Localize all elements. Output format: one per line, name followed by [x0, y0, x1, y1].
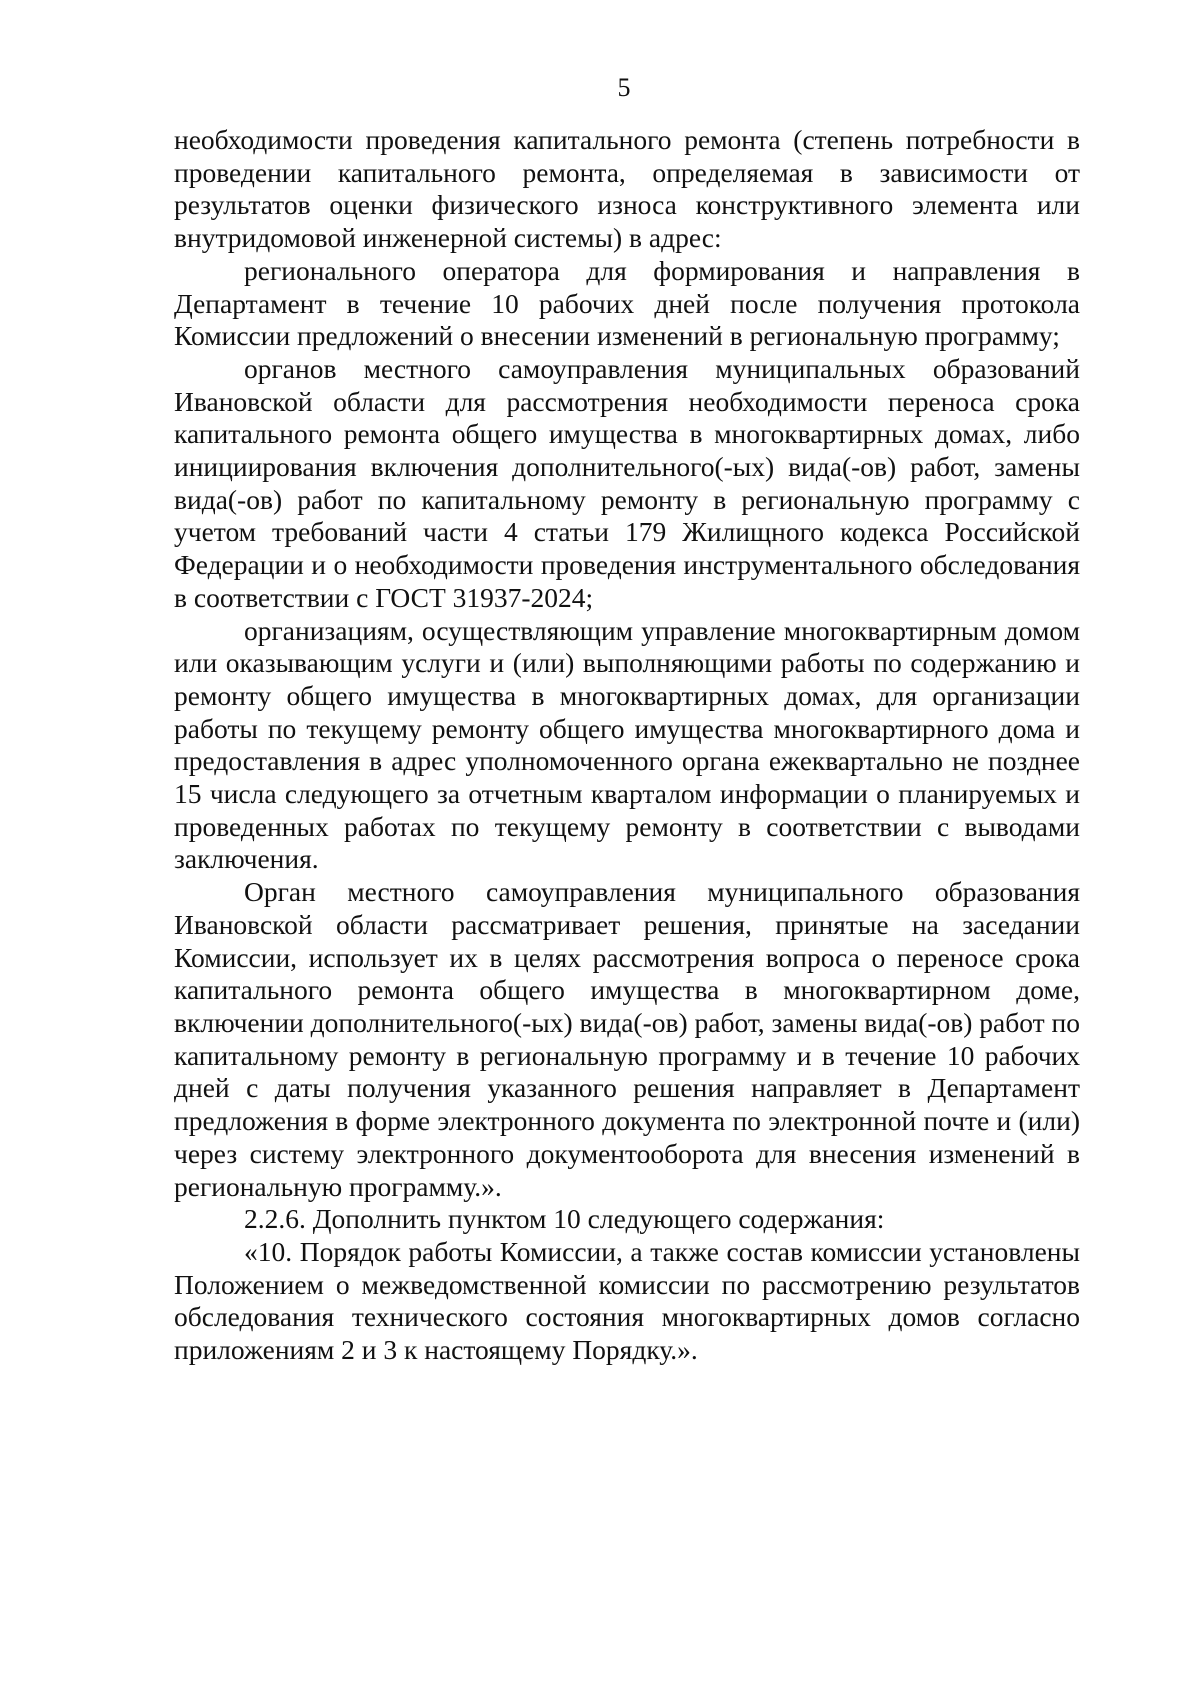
- paragraph-continuation: необходимости проведения капитального ремонта (степень потребности в проведении капитального ремонта, определяемая в зависимости от результатов оценки физического износа конструктивного элемента или внутридомовой инженерной системы) в адрес:: [174, 124, 1080, 254]
- paragraph-management-organizations: организациям, осуществляющим управление многоквартирным домом или оказывающим услуги и (или) выполняющими работы по содержанию и ремонту общего имущества в многоквартирных домах, для организации работы по текущему ремонту общего имущества многоквартирного дома и предоставления в адрес уполномоченного органа ежеквартально не позднее 15 числа следующего за отчетным кварталом информации о планируемых и проведенных работах по текущему ремонту в соответствии с выводами заключения.: [174, 614, 1080, 875]
- paragraph-amendment-2-2-6: 2.2.6. Дополнить пунктом 10 следующего содержания:: [244, 1203, 885, 1235]
- paragraph-local-government-review: Орган местного самоуправления муниципального образования Ивановской области рассматривает решения, принятые на заседании Комиссии, использует их в целях рассмотрения вопроса о переносе срока капитального ремонта общего имущества в многоквартирном доме, включении дополнительного(-ых) вида(-ов) работ, замены вида(-ов) работ по капитальному ремонту в региональную программу и в течение 10 рабочих дней с даты получения указанного решения направляет в Департамент предложения в форме электронного документа по электронной почте и (или) через систему электронного документооборота для внесения изменений в региональную программу.».: [174, 876, 1080, 1202]
- page-number: 5: [617, 73, 631, 102]
- paragraph-local-government-bodies: органов местного самоуправления муниципальных образований Ивановской области для рассмотрения необходимости переноса срока капитального ремонта общего имущества в многоквартирных домах, либо инициирования включения дополнительного(-ых) вида(-ов) работ, замены вида(-ов) работ по капитальному ремонту в региональную программу с учетом требований части 4 статьи 179 Жилищного кодекса Российской Федерации и о необходимости проведения инструментального обследования в соответствии с ГОСТ 31937-2024;: [174, 352, 1080, 613]
- paragraph-regional-operator: регионального оператора для формирования и направления в Департамент в течение 10 рабочих дней после получения протокола Комиссии предложений о внесении изменений в региональную программу;: [174, 254, 1080, 352]
- paragraph-point-10: «10. Порядок работы Комиссии, а также состав комиссии установлены Положением о межведомственной комиссии по рассмотрению результатов обследования технического состояния многоквартирных домов согласно приложениям 2 и 3 к настоящему Порядку.».: [174, 1235, 1080, 1366]
- document-body: [174, 124, 1080, 1367]
